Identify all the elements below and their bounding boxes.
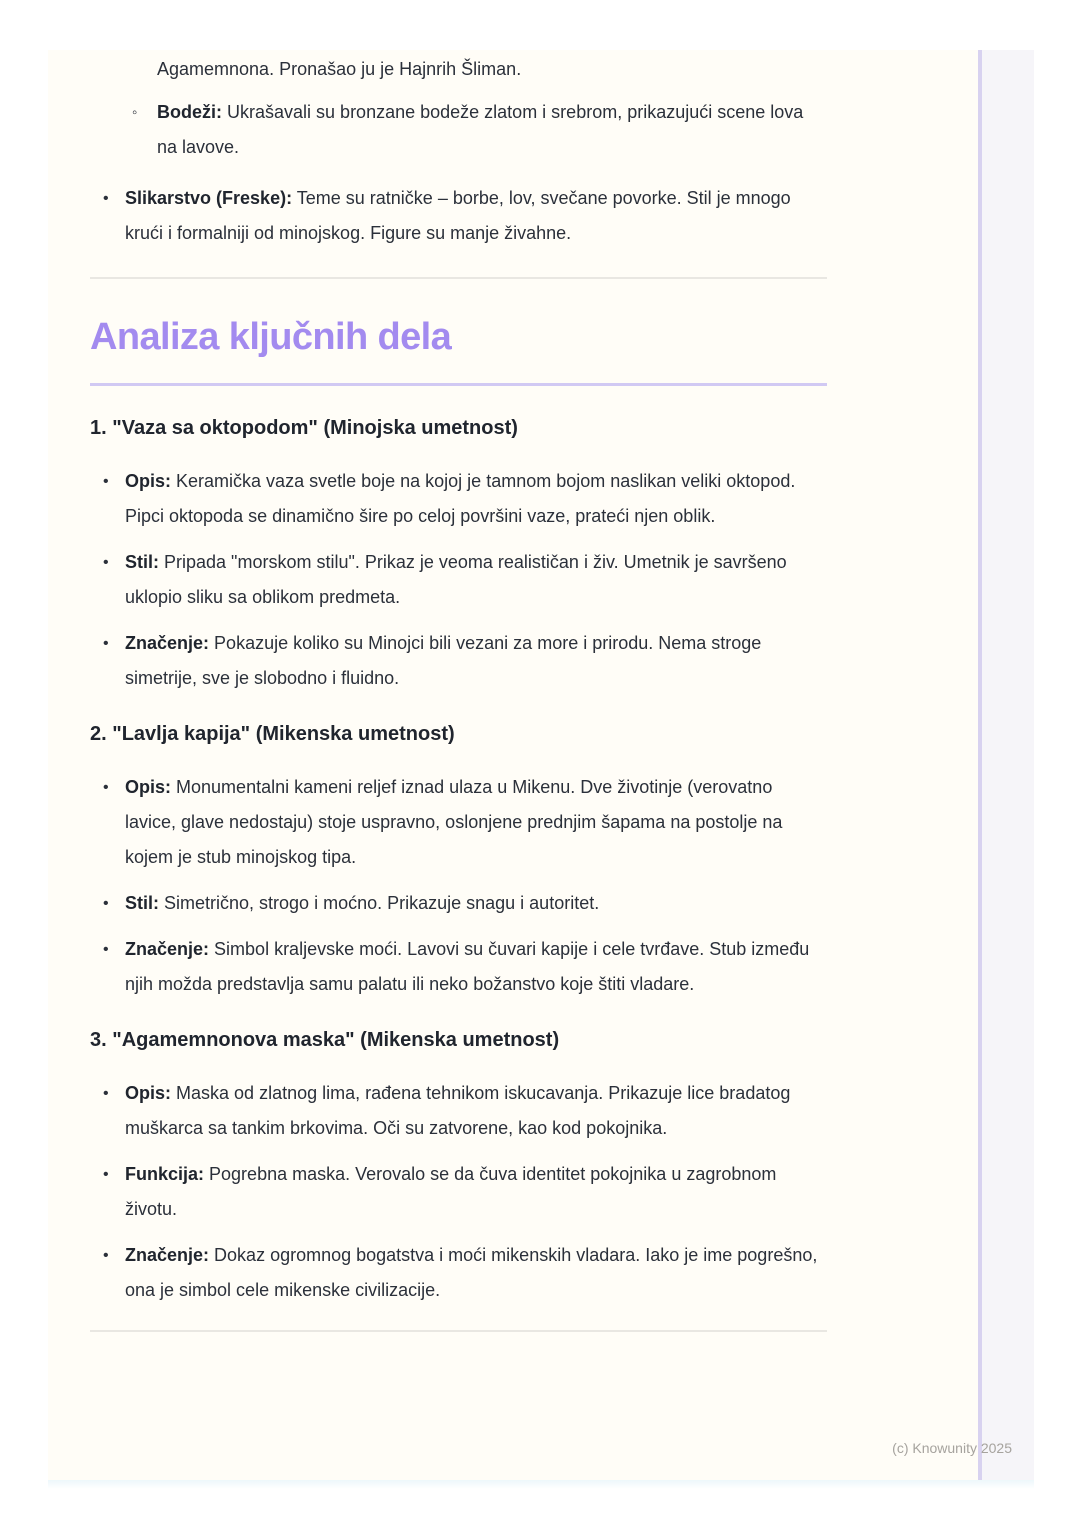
- item-lead: Stil:: [125, 893, 159, 913]
- document-content: [48, 50, 827, 1332]
- continuation-text: Agamemnona. Pronašao ju je Hajnrih Šliman.: [157, 59, 522, 79]
- list-item: [90, 770, 827, 875]
- item-lead: Opis:: [125, 471, 172, 491]
- list-item: [90, 886, 827, 921]
- title-underline: [90, 383, 827, 386]
- item-lead: Značenje:: [125, 1245, 210, 1265]
- right-margin-band: [982, 50, 1034, 1480]
- item-text: Ukrašavali su bronzane bodeže zlatom i srebrom, prikazujući scene lova na lavove.: [157, 102, 804, 157]
- item-text: Keramička vaza svetle boje na kojoj je tamnom bojom naslikan veliki oktopod. Pipci oktopoda se dinamično šire po celoj površini vaze, prateći njen oblik.: [125, 471, 796, 526]
- section-heading-1: 1. "Vaza sa oktopodom" (Minojska umetnost): [90, 417, 518, 439]
- item-text: Pripada "morskom stilu". Prikaz je veoma realističan i živ. Umetnik je savršeno uklopio sliku sa oblikom predmeta.: [125, 552, 787, 607]
- section-heading-2: 2. "Lavlja kapija" (Mikenska umetnost): [90, 723, 455, 745]
- sheet-bottom-shadow: [48, 1480, 1034, 1489]
- list-item: [90, 95, 827, 165]
- item-text: Monumentalni kameni reljef iznad ulaza u Mikenu. Dve životinje (verovatno lavice, glave nedostaju) stoje uspravno, oslonjene prednjim šapama na postolje na kojem je stub minojskog tipa.: [125, 777, 783, 867]
- disc-bullet-icon: •: [103, 1085, 109, 1102]
- list-item: [90, 932, 827, 1002]
- section-heading-3: 3. "Agamemnonova maska" (Mikenska umetnost): [90, 1029, 560, 1051]
- copyright-footer: (c) Knowunity 2025: [892, 1440, 1012, 1456]
- item-text: Simbol kraljevske moći. Lavovi su čuvari kapije i cele tvrđave. Stub između njih možda predstavlja samu palatu ili neko božanstvo koje štiti vladare.: [125, 939, 810, 994]
- item-text: Maska od zlatnog lima, rađena tehnikom iskucavanja. Prikazuje lice bradatog muškarca sa tankim brkovima. Oči su zatvorene, kao kod pokojnika.: [125, 1083, 791, 1138]
- section-2-list: [90, 770, 827, 1002]
- item-lead: Opis:: [125, 777, 172, 797]
- disc-bullet-icon: •: [103, 473, 109, 490]
- item-text: Pokazuje koliko su Minojci bili vezani za more i prirodu. Nema stroge simetrije, sve je slobodno i fluidno.: [125, 633, 762, 688]
- item-lead: Značenje:: [125, 633, 210, 653]
- item-text: Dokaz ogromnog bogatstva i moći mikenskih vladara. Iako je ime pogrešno, ona je simbol cele mikenske civilizacije.: [125, 1245, 818, 1300]
- section-3-list: [90, 1076, 827, 1308]
- item-lead: Stil:: [125, 552, 159, 572]
- item-lead: Funkcija:: [125, 1164, 205, 1184]
- page-title: Analiza ključnih dela: [90, 316, 452, 358]
- section-divider: [90, 277, 827, 279]
- section-1-list: [90, 464, 827, 696]
- disc-bullet-icon: •: [103, 635, 109, 652]
- item-lead: Bodeži:: [157, 102, 222, 122]
- list-item: [90, 1076, 827, 1146]
- disc-bullet-icon: •: [103, 190, 109, 207]
- circle-bullet-icon: ◦: [132, 104, 138, 121]
- disc-bullet-icon: •: [103, 1166, 109, 1183]
- document-sheet: [48, 50, 978, 1480]
- list-item: [90, 1238, 827, 1308]
- disc-bullet-icon: •: [103, 941, 109, 958]
- disc-bullet-icon: •: [103, 895, 109, 912]
- item-text: Teme su ratničke – borbe, lov, svečane povorke. Stil je mnogo krući i formalniji od minojskog. Figure su manje živahne.: [125, 188, 791, 243]
- list-item: [90, 181, 827, 251]
- disc-bullet-icon: •: [103, 1247, 109, 1264]
- item-lead: Značenje:: [125, 939, 210, 959]
- disc-bullet-icon: •: [103, 554, 109, 571]
- list-item: [90, 1157, 827, 1227]
- disc-bullet-icon: •: [103, 779, 109, 796]
- list-item: [90, 626, 827, 696]
- item-text: Pogrebna maska. Verovalo se da čuva identitet pokojnika u zagrobnom životu.: [125, 1164, 777, 1219]
- item-text: Simetrično, strogo i moćno. Prikazuje snagu i autoritet.: [164, 893, 600, 913]
- item-lead: Slikarstvo (Freske):: [125, 188, 293, 208]
- section-divider: [90, 1330, 827, 1332]
- item-lead: Opis:: [125, 1083, 172, 1103]
- list-item: [90, 464, 827, 534]
- list-item: [90, 545, 827, 615]
